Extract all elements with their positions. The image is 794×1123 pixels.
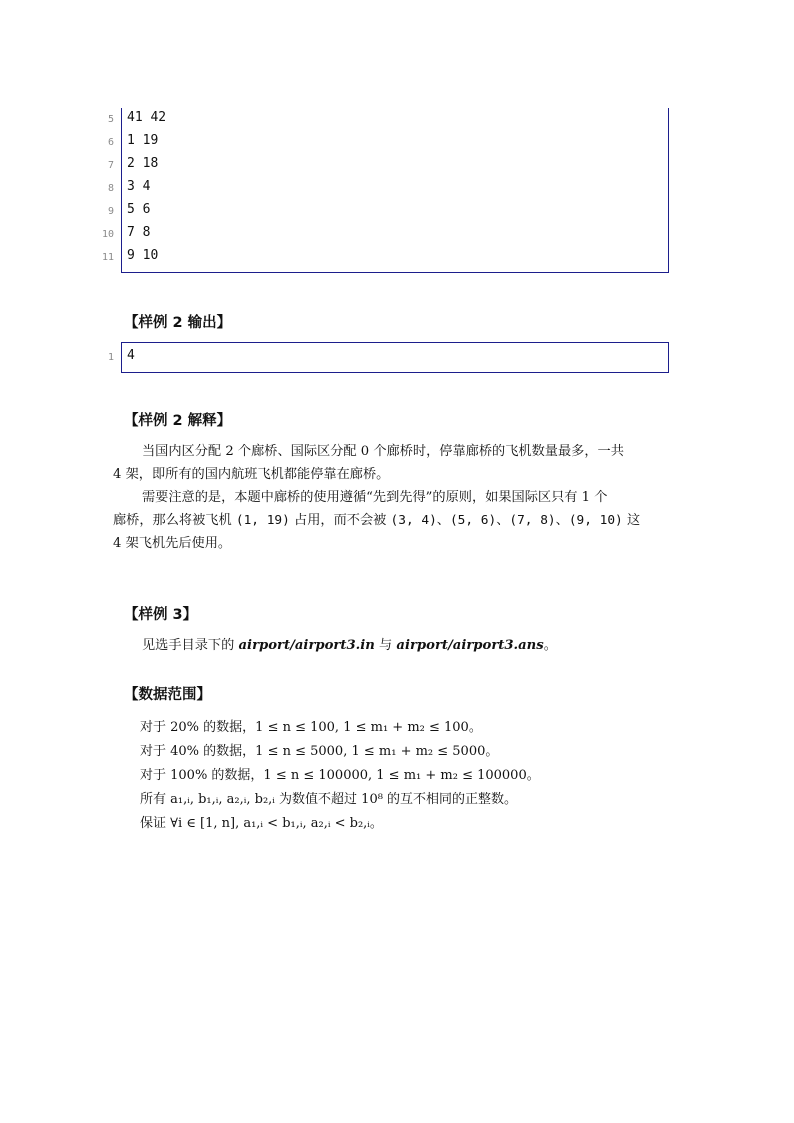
data-range-line: 所有 a₁,ᵢ, b₁,ᵢ, a₂,ᵢ, b₂,ᵢ 为数值不超过 10⁸ 的互不相同的正整数。 — [140, 792, 518, 807]
file-ans-name: airport/airport3.ans — [396, 638, 544, 653]
text: 见选手目录下的 — [142, 638, 235, 653]
code-line — [101, 223, 668, 246]
explain-line-3: 需要注意的是，本题中廊桥的使用遵循“先到先得”的原则，如果国际区只有 1 个 — [142, 490, 608, 505]
separator: 、 — [436, 513, 450, 528]
data-range-heading: 【数据范围】 — [124, 687, 211, 703]
line-number: 10 — [101, 229, 114, 240]
sample2-input-code-block — [101, 108, 669, 273]
text: 。 — [543, 638, 557, 653]
data-range-line: 对于 20% 的数据，1 ≤ n ≤ 100, 1 ≤ m₁ + m₂ ≤ 100。 — [140, 720, 482, 735]
text: 与 — [379, 638, 393, 653]
pair-code: (7, 8) — [509, 513, 556, 528]
code-text: 5 6 — [127, 202, 151, 217]
data-range-line: 对于 40% 的数据，1 ≤ n ≤ 5000, 1 ≤ m₁ + m₂ ≤ 5000。 — [140, 744, 499, 759]
explain-line-5: 4 架飞机先后使用。 — [113, 536, 232, 551]
line-number: 5 — [107, 114, 114, 125]
sample3-text — [142, 634, 557, 658]
code-text: 41 42 — [127, 110, 167, 125]
explain-line-2: 4 架，即所有的国内航班飞机都能停靠在廊桥。 — [113, 467, 390, 482]
line-number: 7 — [107, 160, 114, 171]
line-number: 9 — [107, 206, 114, 217]
sample2-explain-heading: 【样例 2 解释】 — [124, 413, 232, 429]
text: 这 — [626, 513, 641, 528]
code-text: 2 18 — [127, 156, 159, 171]
sample2-output-code-block — [107, 342, 669, 373]
sample3-heading: 【样例 3】 — [124, 607, 198, 623]
code-text: 3 4 — [127, 179, 151, 194]
sample2-output-heading: 【样例 2 输出】 — [124, 315, 232, 331]
code-line — [107, 131, 668, 154]
line-number: 1 — [107, 352, 114, 363]
data-range-line: 保证 ∀i ∈ [1, n], a₁,ᵢ < b₁,ᵢ, a₂,ᵢ < b₂,ᵢ。 — [140, 816, 383, 831]
code-line — [101, 246, 668, 269]
code-line — [107, 177, 668, 200]
data-range-line: 对于 100% 的数据，1 ≤ n ≤ 100000, 1 ≤ m₁ + m₂ ≤ 100000。 — [140, 768, 540, 783]
line-number: 8 — [107, 183, 114, 194]
separator: 、 — [555, 513, 569, 528]
text: 廊桥，那么将被飞机 — [113, 513, 232, 528]
text: 占用，而不会被 — [294, 513, 387, 528]
pair-code: (1, 19) — [235, 513, 290, 528]
line-number: 11 — [101, 252, 114, 263]
file-in-name: airport/airport3.in — [238, 638, 375, 653]
explain-line-1: 当国内区分配 2 个廊桥、国际区分配 0 个廊桥时，停靠廊桥的飞机数量最多，一共 — [142, 444, 624, 459]
code-text: 7 8 — [127, 225, 151, 240]
code-line — [107, 343, 668, 372]
pair-code: (9, 10) — [568, 513, 623, 528]
code-text: 9 10 — [127, 248, 159, 263]
code-line — [107, 108, 668, 131]
code-text: 4 — [127, 348, 135, 363]
separator: 、 — [496, 513, 510, 528]
line-number: 6 — [107, 137, 114, 148]
code-text: 1 19 — [127, 133, 159, 148]
pair-code: (5, 6) — [449, 513, 497, 528]
code-line — [107, 200, 668, 223]
code-line — [107, 154, 668, 177]
pair-code: (3, 4) — [390, 513, 437, 528]
explain-line-4 — [113, 509, 640, 533]
